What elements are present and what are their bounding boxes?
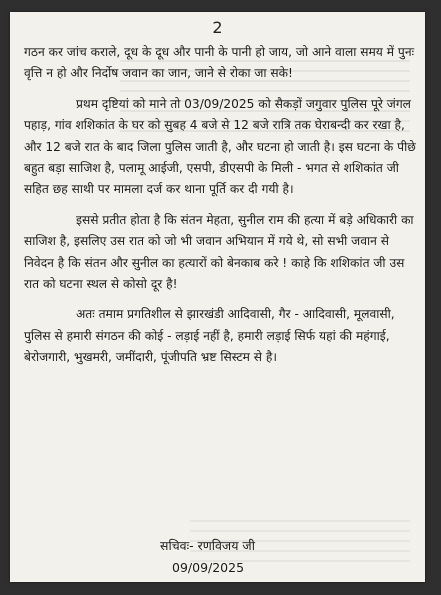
paragraph-conspiracy: इससे प्रतीत होता है कि संतन मेहता, सुनील राम की हत्या में बड़े अधिकारी का साजिश है, इसलिए उस रात को जो भी जवान अभियान में गये थे, सो सभी जवान से निवेदन है कि संतन और सुनील का हत्यारों को बेनकाब करे ! काहे कि शशिकांत जी उस रात को घटना स्थल से कोसो दूर है! [24, 212, 414, 292]
page-number: 2 [212, 18, 223, 37]
signature-date: 09/09/2025 [172, 560, 245, 575]
document-body [24, 42, 418, 378]
document-page [10, 12, 425, 582]
paragraph-appeal: अतः तमाम प्रगतिशील से झारखंडी आदिवासी, गैर - आदिवासी, मूलवासी, पुलिस से हमारी संगठन की कोई - लड़ाई नहीं है, हमारी लड़ाई सिर्फ यहां की महंगाई, बेरोजगारी, भुखमरी, जमींदारी, पूंजीपति भ्रष्ट सिस्टम से है। [24, 307, 395, 365]
signature-block [160, 535, 255, 579]
paragraph-continuation: गठन कर जांच कराले, दूध के दूध और पानी के पानी हो जाय, जो आने वाला समय में पुनः वृत्ति न हो और निर्दोष जवान का जान, जाने से रोका जा सके! [24, 45, 415, 81]
paragraph-incident: प्रथम दृष्टियां को माने तो 03/09/2025 को सैकड़ों जगुवार पुलिस पूरे जंगल पहाड़, गांव शशिकांत के घर को सुबह 4 बजे से 12 बजे रात्रि तक घेराबन्दी कर रखा है, और 12 बजे रात के बाद जिला पुलिस जाती है, और घटना हो जाती है। इस घटना के पीछे बहुत बड़ा साजिश है, पलामू आईजी, एसपी, डीएसपी के मिली - भगत से शशिकांत जी सहित छह साथी पर मामला दर्ज कर थाना पूर्ति कर दी गयी है। [24, 96, 416, 197]
signatory-line: सचिवः- रणविजय जी [160, 538, 255, 553]
